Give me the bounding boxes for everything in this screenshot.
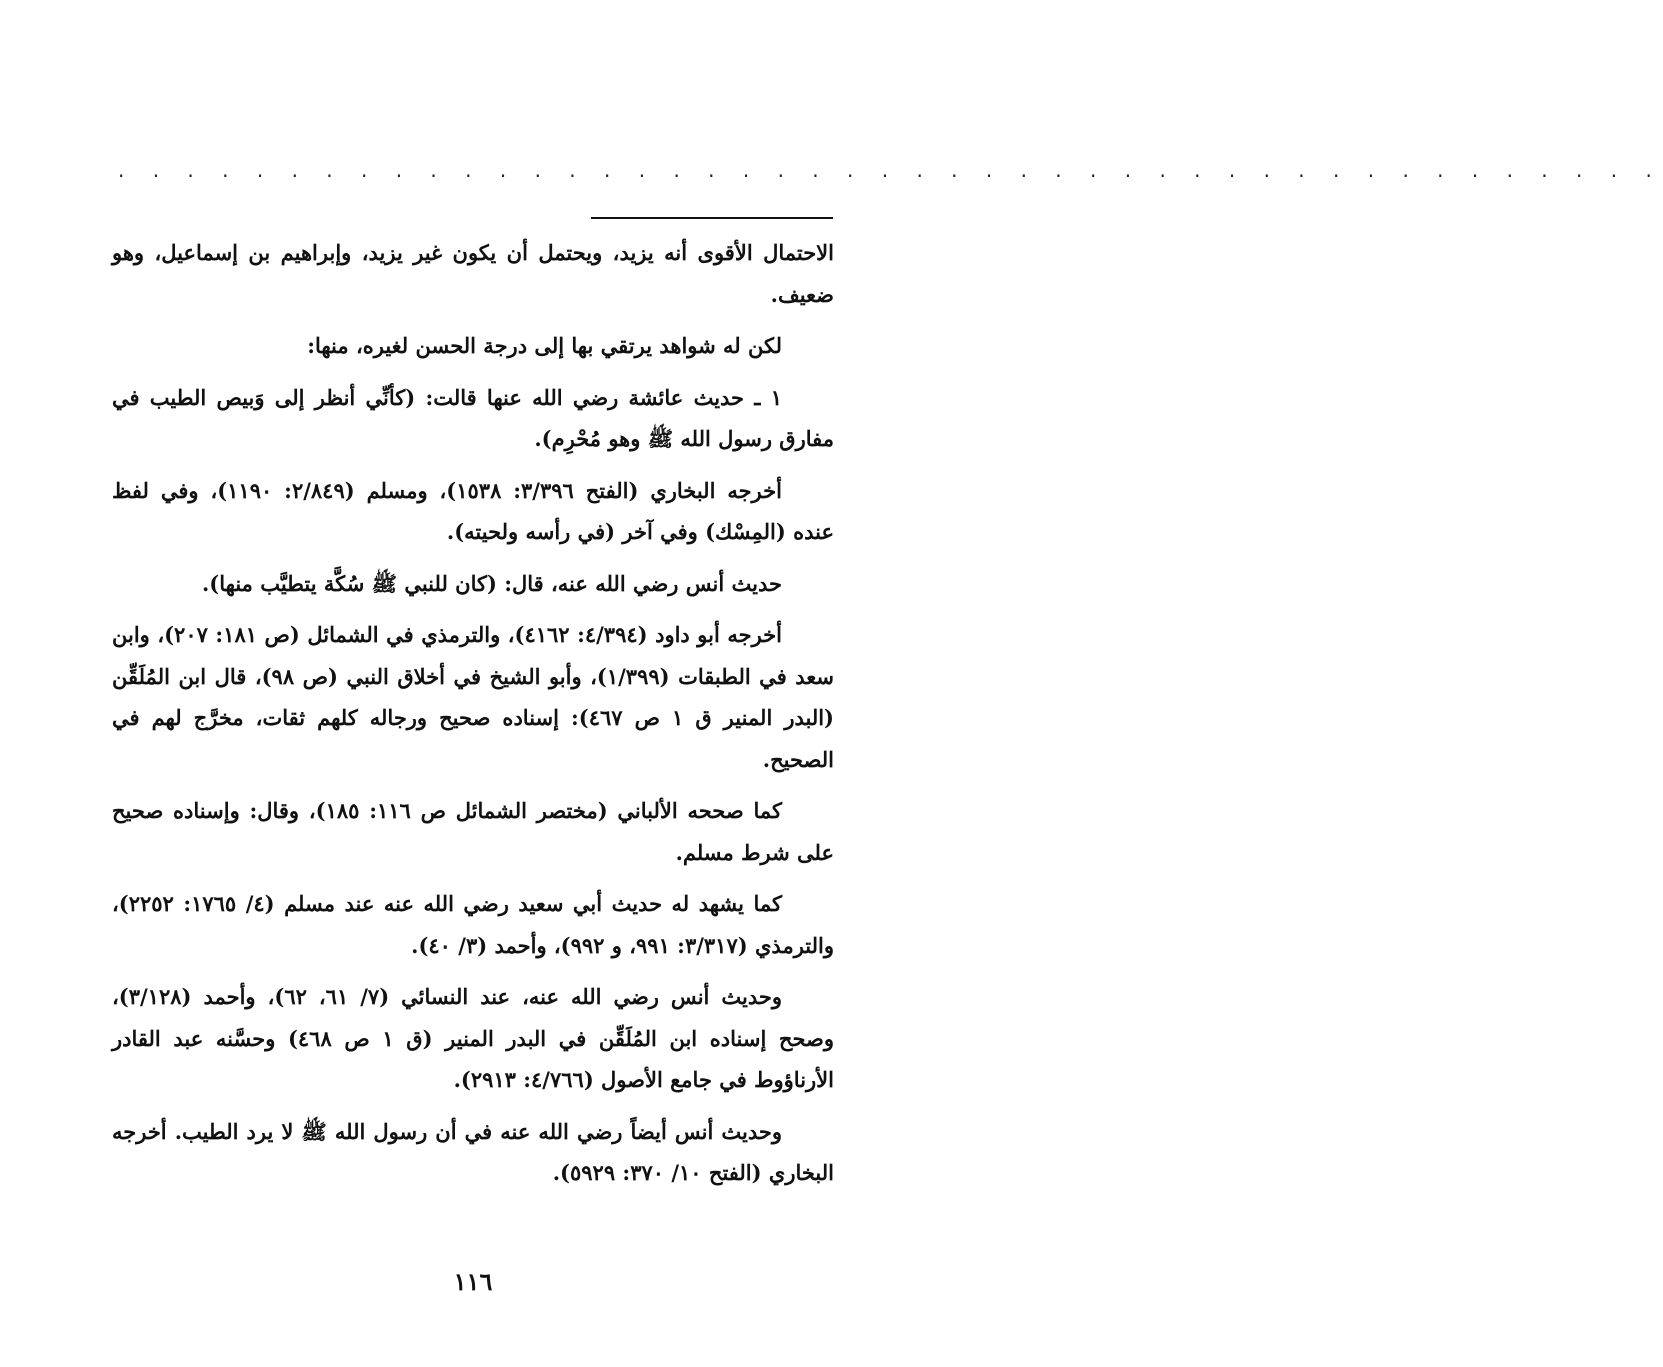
paragraph-1: الاحتمال الأقوى أنه يزيد، ويحتمل أن يكون غير يزيد، وإبراهيم بن إسماعيل، وهو ضعيف. [112, 240, 834, 307]
dotted-separator: . . . . . . . . . . . . . . . . . . . . . . . . . . . . . . . . . . . . . . . . . . . . . [118, 158, 1663, 182]
footnote-text [112, 232, 834, 1204]
paragraph-10: وحديث أنس أيضاً رضي الله عنه في أن رسول الله ﷺ لا يرد الطيب. أخرجه البخاري (الفتح ١٠/ ٣٧٠: ٥٩٢٩). [112, 1118, 834, 1185]
footnote-rule [591, 217, 833, 219]
paragraph-4: أخرجه البخاري (الفتح ٣/٣٩٦: ١٥٣٨)، ومسلم (٢/٨٤٩: ١١٩٠)، وفي لفظ عنده (المِسْك) وفي آخر (في رأسه ولحيته). [112, 477, 834, 544]
paragraph-9: وحديث أنس رضي الله عنه، عند النسائي (٧/ ٦١، ٦٢)، وأحمد (٣/١٢٨)، وصحح إسناده ابن المُلَقِّن في البدر المنير (ق ١ ص ٤٦٨) وحسَّنه عبد القادر الأرناؤوط في جامع الأصول (٤/٧٦٦: ٢٩١٣). [112, 984, 834, 1092]
paragraph-2: لكن له شواهد يرتقي بها إلى درجة الحسن لغيره، منها: [307, 333, 782, 358]
paragraph-7: كما صححه الألباني (مختصر الشمائل ص ١١٦: ١٨٥)، وقال: وإسناده صحيح على شرط مسلم. [112, 798, 834, 865]
paragraph-5: حديث أنس رضي الله عنه، قال: (كان للنبي ﷺ سُكَّة يتطيَّب منها). [202, 570, 782, 596]
paragraph-6: أخرجه أبو داود (٤/٣٩٤: ٤١٦٢)، والترمذي في الشمائل (ص ١٨١: ٢٠٧)، وابن سعد في الطبقات (١/٣٩٩)، وأبو الشيخ في أخلاق النبي (ص ٩٨)، قال ابن المُلَقِّن (البدر المنير ق ١ ص ٤٦٧): إسناده صحيح ورجاله كلهم ثقات، مخرَّج لهم في الصحيح. [112, 622, 834, 772]
paragraph-3: ١ ـ حديث عائشة رضي الله عنها قالت: (كأنِّي أنظر إلى وَبيص الطيب في مفارق رسول الله ﷺ وهو مُحْرِم). [112, 384, 834, 451]
paragraph-8: كما يشهد له حديث أبي سعيد رضي الله عنه عند مسلم (٤/ ١٧٦٥: ٢٢٥٢)، والترمذي (٣/٣١٧: ٩٩١، و ٩٩٢)، وأحمد (٣/ ٤٠). [112, 891, 834, 958]
page-number: ١١٦ [453, 1267, 493, 1296]
